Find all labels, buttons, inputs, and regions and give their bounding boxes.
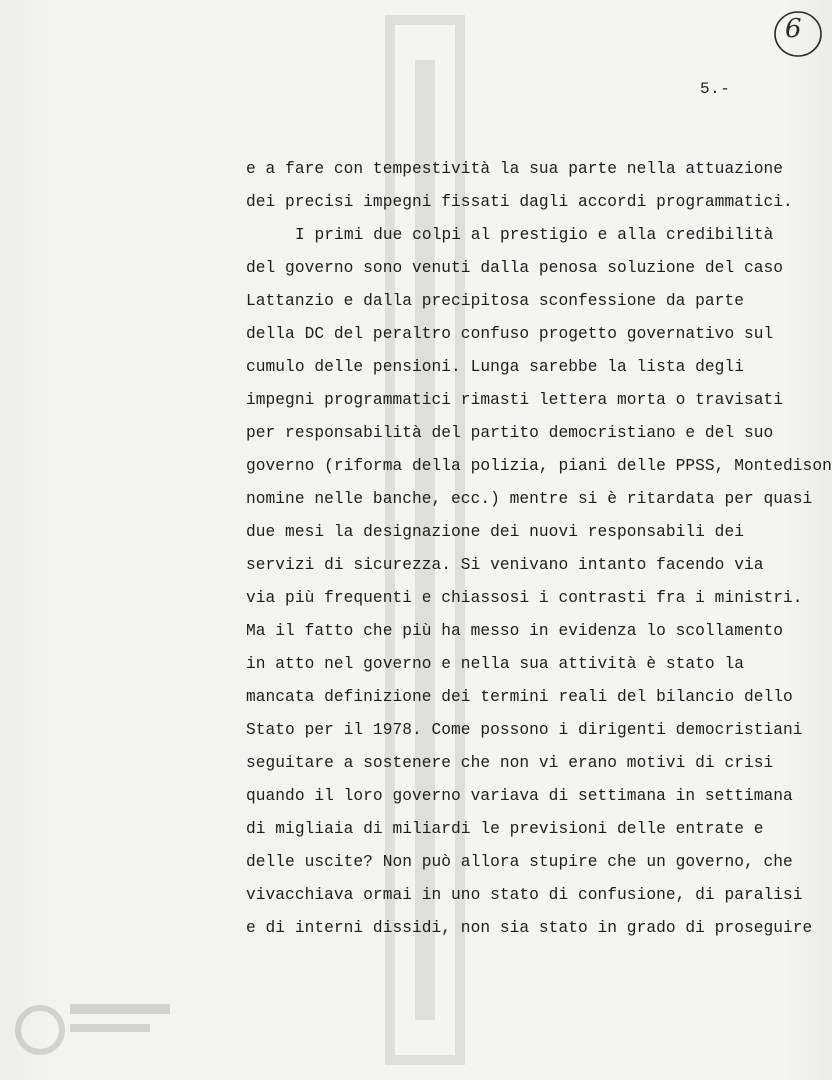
text-line: delle uscite? Non può allora stupire che un governo, che [246,853,793,871]
text-line: in atto nel governo e nella sua attività è stato la [246,655,744,673]
text-line: Stato per il 1978. Come possono i dirigenti democristiani [246,721,803,739]
text-line: vivacchiava ormai in uno stato di confusione, di paralisi [246,886,803,904]
text-line: impegni programmatici rimasti lettera morta o travisati [246,391,784,409]
text-line: cumulo delle pensioni. Lunga sarebbe la lista degli [246,358,744,376]
text-line: e a fare con tempestività la sua parte nella attuazione [246,160,784,178]
text-line: della DC del peraltro confuso progetto governativo sul [246,325,774,343]
text-line: del governo sono venuti dalla penosa soluzione del caso [246,259,784,277]
text-line: governo (riforma della polizia, piani delle PPSS, Montedison [246,457,832,475]
text-line: quando il loro governo variava di settimana in settimana [246,787,793,805]
text-line: per responsabilità del partito democristiano e del suo [246,424,774,442]
text-line: Lattanzio e dalla precipitosa sconfessione da parte [246,292,744,310]
text-line: seguitare a sostenere che non vi erano motivi di crisi [246,754,774,772]
text-line: Ma il fatto che più ha messo in evidenza lo scollamento [246,622,784,640]
text-line: due mesi la designazione dei nuovi responsabili dei [246,523,744,541]
page-number: 5.- [700,80,731,98]
show-through-logo [0,990,180,1060]
text-line: servizi di sicurezza. Si venivano intanto facendo via [246,556,764,574]
text-line: via più frequenti e chiassosi i contrasti fra i ministri. [246,589,803,607]
sheet-number: 6 [785,14,802,44]
text-line: e di interni dissidi, non sia stato in grado di proseguire [246,919,813,937]
text-line: mancata definizione dei termini reali del bilancio dello [246,688,793,706]
text-line: dei precisi impegni fissati dagli accordi programmatici. [246,193,793,211]
body-text [246,153,830,945]
text-line: nomine nelle banche, ecc.) mentre si è ritardata per quasi [246,490,813,508]
text-line: I primi due colpi al prestigio e alla credibilità [295,226,774,244]
text-line: di migliaia di miliardi le previsioni delle entrate e [246,820,764,838]
